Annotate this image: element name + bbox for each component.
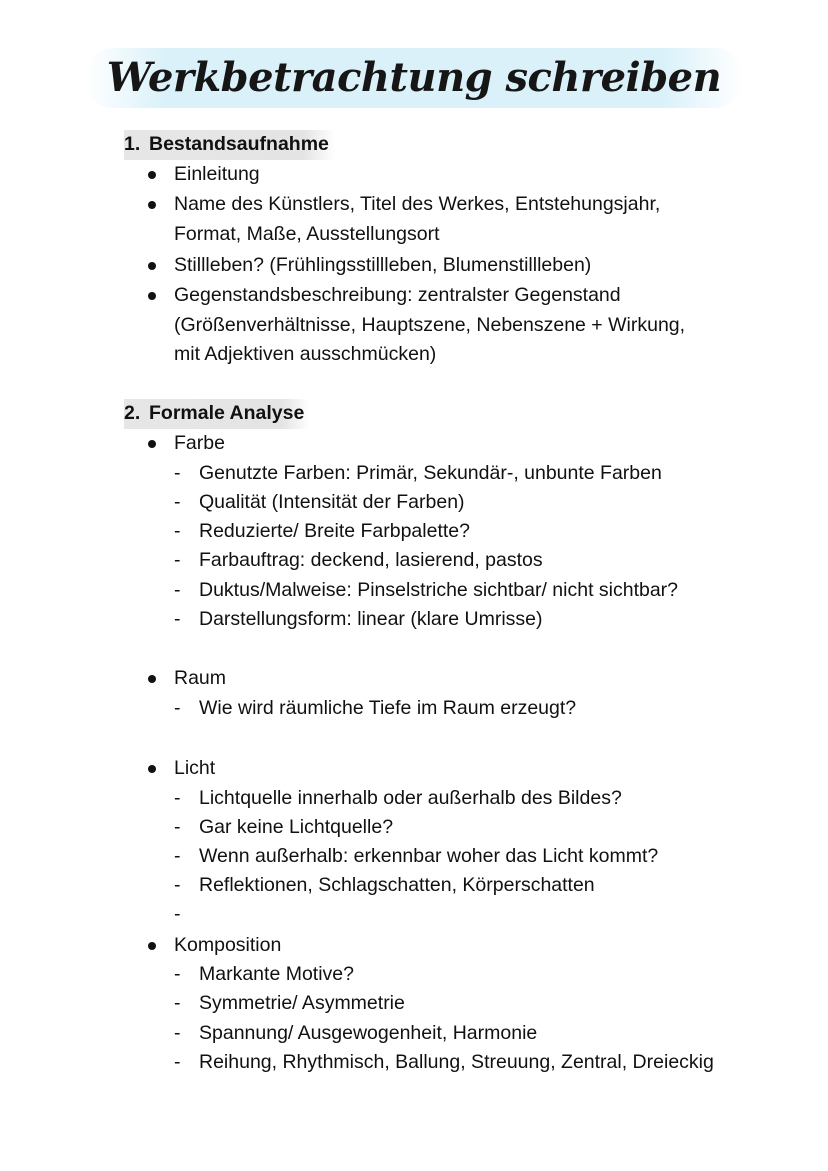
dash-marker: - xyxy=(174,992,181,1014)
dash-marker: - xyxy=(174,491,181,513)
bullet-dot-icon xyxy=(148,942,156,950)
bullet-dot-icon xyxy=(148,201,156,209)
bullet-dot-icon xyxy=(148,765,156,773)
sub-list-item-text: Spannung/ Ausgewogenheit, Harmonie xyxy=(199,1022,538,1044)
list-item-text: Gegenstandsbeschreibung: zentralster Gegenstand xyxy=(174,284,621,306)
dash-marker: - xyxy=(174,579,181,601)
section-number: 1. xyxy=(124,133,141,155)
dash-marker: - xyxy=(174,1022,181,1044)
sub-list-item-text: Wie wird räumliche Tiefe im Raum erzeugt? xyxy=(199,697,577,719)
list-item-text: Name des Künstlers, Titel des Werkes, Entstehungsjahr, xyxy=(174,193,661,215)
sub-list-item-text: Gar keine Lichtquelle? xyxy=(199,816,394,838)
sub-list-item-text: Reihung, Rhythmisch, Ballung, Streuung, Zentral, Dreieckig xyxy=(199,1051,714,1073)
sub-list-item-text: Duktus/Malweise: Pinselstriche sichtbar/ nicht sichtbar? xyxy=(199,579,679,601)
sub-list-item-text: Symmetrie/ Asymmetrie xyxy=(199,992,405,1014)
sub-list-item-text: Genutzte Farben: Primär, Sekundär-, unbunte Farben xyxy=(199,462,662,484)
sub-list-item-text: Wenn außerhalb: erkennbar woher das Licht kommt? xyxy=(199,845,659,867)
dash-marker: - xyxy=(174,963,181,985)
bullet-dot-icon xyxy=(148,440,156,448)
dash-marker: - xyxy=(174,874,181,896)
sub-list-item-text: Farbauftrag: deckend, lasierend, pastos xyxy=(199,549,543,571)
sub-list-item-text: Markante Motive? xyxy=(199,963,354,985)
section-number: 2. xyxy=(124,402,141,424)
list-item-text: Format, Maße, Ausstellungsort xyxy=(174,223,440,245)
dash-marker: - xyxy=(174,816,181,838)
bullet-dot-icon xyxy=(148,171,156,179)
sub-list-item-text: Reflektionen, Schlagschatten, Körperschatten xyxy=(199,874,595,896)
list-item-text: mit Adjektiven ausschmücken) xyxy=(174,343,437,365)
dash-marker: - xyxy=(174,1051,181,1073)
title-block xyxy=(0,48,828,112)
list-item-label: Farbe xyxy=(174,432,225,454)
dash-marker: - xyxy=(174,520,181,542)
dash-marker: - xyxy=(174,787,181,809)
dash-marker: - xyxy=(174,697,181,719)
bullet-dot-icon xyxy=(148,675,156,683)
list-item-label: Licht xyxy=(174,757,216,779)
dash-marker: - xyxy=(174,462,181,484)
section-heading-bestandsaufnahme xyxy=(124,130,335,160)
dash-marker: - xyxy=(174,845,181,867)
list-item-label: Raum xyxy=(174,667,227,689)
sub-list-item-text: Qualität (Intensität der Farben) xyxy=(199,491,465,513)
bullet-dot-icon xyxy=(148,262,156,270)
sub-list-item-text: Darstellungsform: linear (klare Umrisse) xyxy=(199,608,543,630)
list-item-text: Stillleben? (Frühlingsstillleben, Blumenstillleben) xyxy=(174,254,592,276)
bullet-dot-icon xyxy=(148,292,156,300)
page-title: Werkbetrachtung schreiben xyxy=(85,48,743,108)
sub-list-item-text: Lichtquelle innerhalb oder außerhalb des Bildes? xyxy=(199,787,622,809)
section-heading-formale-analyse xyxy=(124,399,310,429)
list-item-text: (Größenverhältnisse, Hauptszene, Nebenszene + Wirkung, xyxy=(174,314,686,336)
section-title: Bestandsaufnahme xyxy=(149,133,329,155)
dash-marker: - xyxy=(174,608,181,630)
dash-marker: - xyxy=(174,903,181,925)
dash-marker: - xyxy=(174,549,181,571)
section-title: Formale Analyse xyxy=(149,402,305,424)
sub-list-item-text: Reduzierte/ Breite Farbpalette? xyxy=(199,520,470,542)
list-item-text: Einleitung xyxy=(174,163,260,185)
list-item-label: Komposition xyxy=(174,934,282,956)
